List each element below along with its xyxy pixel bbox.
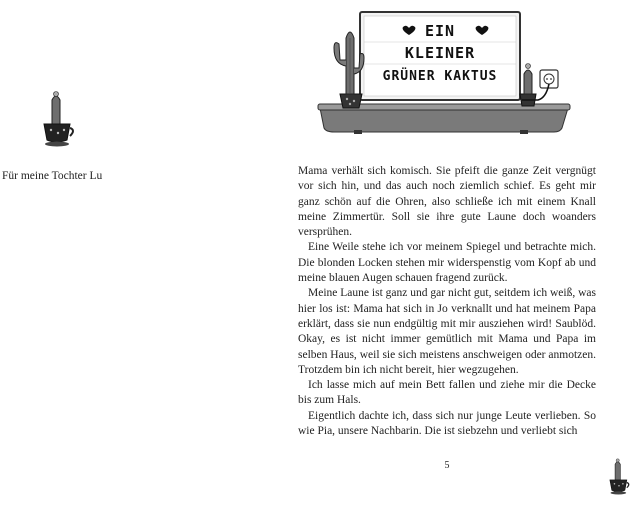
paragraph: Ich lasse mich auf mein Bett fallen und ziehe mir die Decke bis zum Hals. [298,379,596,407]
cactus-cup-icon [606,456,632,496]
dedication: Für meine Tochter Lu [2,170,103,182]
cactus-cup-icon [38,88,78,148]
body-text [298,164,596,439]
page-number: 5 [444,460,450,471]
paragraph: Eigentlich dachte ich, dass sich nur junge Leute verlieben. So wie Pia, unsere Nachbarin. Die ist siebzehn und verliebt sich [298,409,596,438]
lightbox-line-3: GRÜNER KAKTUS [382,69,498,84]
paragraph: Meine Laune ist ganz und gar nicht gut, seitdem ich weiß, was hier los ist: Mama hat sich in Jo verknallt und hat meinem Papa erklärt, dass sie nun endgültig mit mir ausziehen wird! Saublöd. Okay, es ist nicht immer gemütlich mit Mama und Papa im selben Haus, weil sie sich meistens anschweigen oder anmotzen. Trotzdem bin ich nicht bereit, hier wegzugehen. [298,287,596,376]
header-illustration [314,8,574,136]
lightbox-sign [360,12,520,100]
lightbox-line-2: KLEINER [404,44,476,62]
paragraph: Mama verhält sich komisch. Sie pfeift die ganze Zeit vergnügt vor sich hin, und das auch noch ziemlich schief. Es geht mir ganz schön auf die Ohren, also schließe ich mit einem Knall meine Zimmertür. Soll sie ihre gute Laune doch woanders versprühen. [298,165,596,239]
lightbox-line-1: EIN [424,22,456,40]
paragraph: Eine Weile stehe ich vor meinem Spiegel und betrachte mich. Die blonden Locken stehen mir widerspenstig vom Kopf ab und meine blauen Augen schauen fragend zurück. [298,241,596,285]
